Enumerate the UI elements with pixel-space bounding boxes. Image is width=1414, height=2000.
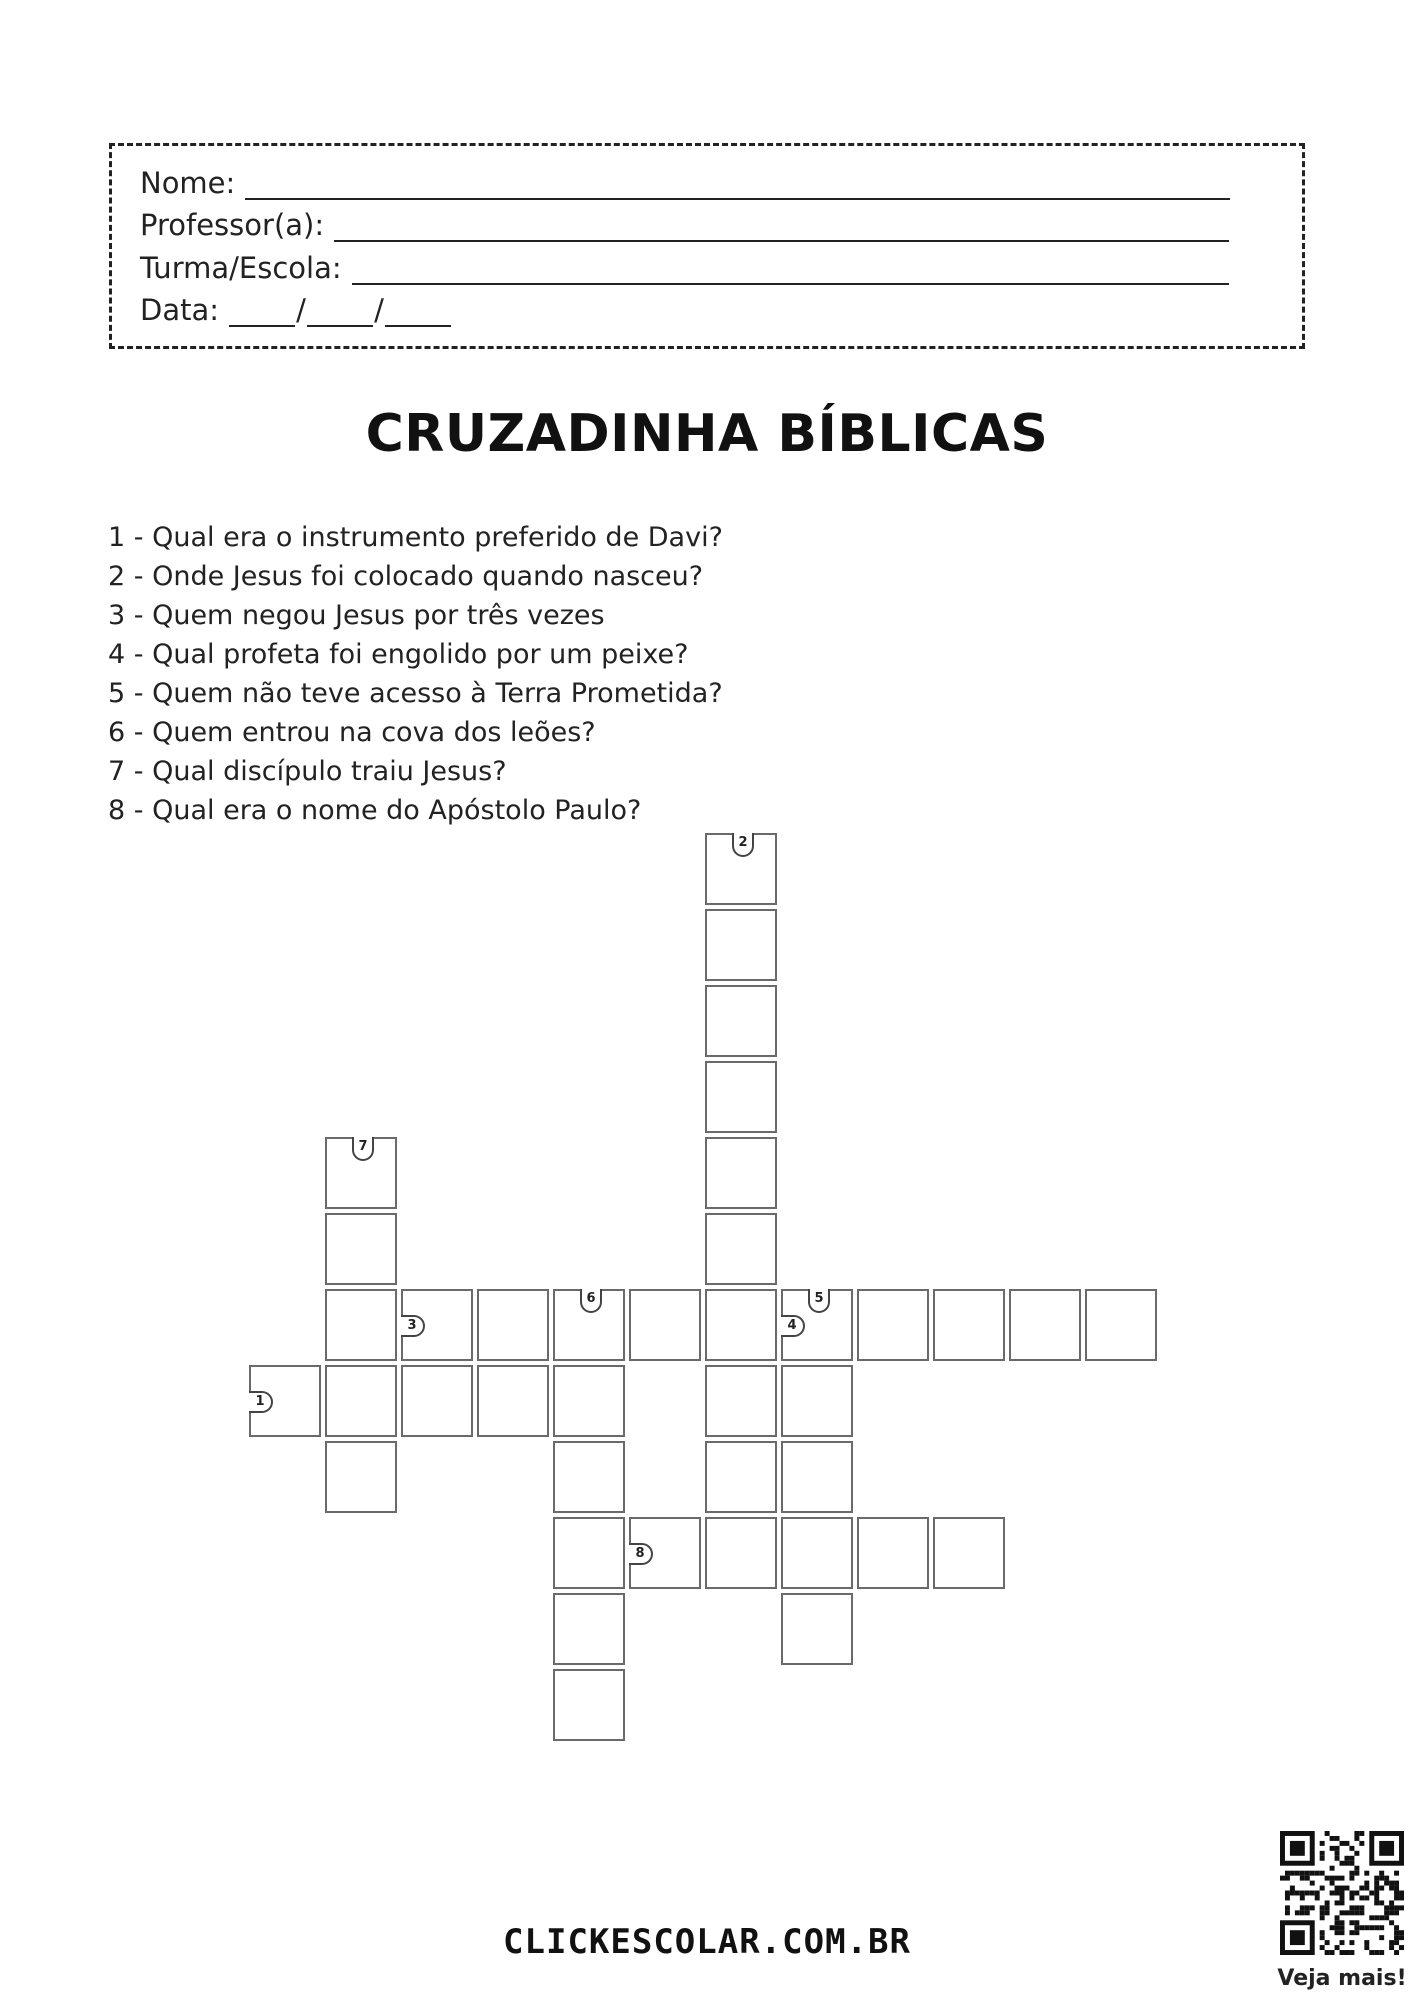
crossword-cell[interactable] <box>477 1289 549 1361</box>
clue-number-badge: 7 <box>352 1137 374 1161</box>
date-day-line[interactable] <box>229 295 295 327</box>
question-item: 8 - Qual era o nome do Apóstolo Paulo? <box>108 795 642 826</box>
name-label: Nome: <box>140 166 236 200</box>
question-list <box>108 518 723 830</box>
clue-number-badge: 1 <box>249 1391 273 1413</box>
crossword-cell[interactable] <box>705 985 777 1057</box>
crossword-cell[interactable] <box>705 1517 777 1589</box>
crossword-cell[interactable] <box>705 909 777 981</box>
crossword-cell[interactable] <box>325 1137 397 1209</box>
crossword-cell[interactable] <box>553 1517 625 1589</box>
question-item: 3 - Quem negou Jesus por três vezes <box>108 600 605 631</box>
date-separator: / <box>296 293 306 327</box>
name-input-line[interactable] <box>245 168 1230 200</box>
crossword-cell[interactable] <box>933 1517 1005 1589</box>
crossword-cell[interactable] <box>325 1365 397 1437</box>
crossword-cell[interactable] <box>781 1289 853 1361</box>
crossword-cell[interactable] <box>705 1213 777 1285</box>
clue-number-badge: 2 <box>732 833 754 857</box>
clue-number-badge: 6 <box>580 1289 602 1313</box>
crossword-cell[interactable] <box>1009 1289 1081 1361</box>
class-input-line[interactable] <box>352 253 1229 285</box>
crossword-cell[interactable] <box>705 833 777 905</box>
qr-caption[interactable]: Veja mais! <box>1277 1966 1407 1991</box>
class-field <box>140 245 1229 285</box>
crossword-cell[interactable] <box>781 1365 853 1437</box>
crossword-cell[interactable] <box>705 1137 777 1209</box>
crossword-cell[interactable] <box>705 1365 777 1437</box>
crossword-cell[interactable] <box>857 1289 929 1361</box>
question-item: 6 - Quem entrou na cova dos leões? <box>108 717 596 748</box>
question-item: 1 - Qual era o instrumento preferido de Davi? <box>108 522 723 553</box>
date-label: Data: <box>140 293 220 327</box>
clue-number-badge: 4 <box>781 1315 805 1337</box>
crossword-cell[interactable] <box>781 1517 853 1589</box>
crossword-cell[interactable] <box>629 1289 701 1361</box>
crossword-cell[interactable] <box>249 1365 321 1437</box>
crossword-cell[interactable] <box>325 1289 397 1361</box>
question-item: 2 - Onde Jesus foi colocado quando nasceu? <box>108 561 704 592</box>
crossword-cell[interactable] <box>705 1289 777 1361</box>
class-label: Turma/Escola: <box>140 251 342 285</box>
crossword-cell[interactable] <box>1085 1289 1157 1361</box>
clue-number-badge: 3 <box>401 1315 425 1337</box>
teacher-field <box>140 202 1229 242</box>
clue-number-badge: 8 <box>629 1543 653 1565</box>
crossword-cell[interactable] <box>629 1517 701 1589</box>
crossword-cell[interactable] <box>705 1061 777 1133</box>
crossword-cell[interactable] <box>781 1441 853 1513</box>
crossword-cell[interactable] <box>553 1289 625 1361</box>
crossword-cell[interactable] <box>401 1289 473 1361</box>
crossword-cell[interactable] <box>401 1365 473 1437</box>
crossword-cell[interactable] <box>857 1517 929 1589</box>
crossword-cell[interactable] <box>705 1441 777 1513</box>
question-item: 4 - Qual profeta foi engolido por um peixe? <box>108 639 689 670</box>
crossword-cell[interactable] <box>553 1365 625 1437</box>
date-field <box>140 287 451 327</box>
date-year-line[interactable] <box>385 295 451 327</box>
page-title: CRUZADINHA BÍBLICAS <box>365 404 1049 464</box>
crossword-cell[interactable] <box>933 1289 1005 1361</box>
date-separator: / <box>374 293 384 327</box>
crossword-cell[interactable] <box>553 1441 625 1513</box>
question-item: 5 - Quem não teve acesso à Terra Prometida? <box>108 678 723 709</box>
crossword-cell[interactable] <box>325 1213 397 1285</box>
crossword-cell[interactable] <box>553 1593 625 1665</box>
qr-code-icon[interactable] <box>1280 1831 1404 1955</box>
clue-number-badge: 5 <box>808 1289 830 1313</box>
teacher-label: Professor(a): <box>140 208 325 242</box>
crossword-cell[interactable] <box>325 1441 397 1513</box>
name-field <box>140 160 1230 200</box>
teacher-input-line[interactable] <box>334 210 1229 242</box>
date-month-line[interactable] <box>307 295 373 327</box>
crossword-cell[interactable] <box>781 1593 853 1665</box>
question-item: 7 - Qual discípulo traiu Jesus? <box>108 756 507 787</box>
footer-site-name: CLICKESCOLAR.COM.BR <box>503 1922 911 1962</box>
crossword-cell[interactable] <box>553 1669 625 1741</box>
crossword-cell[interactable] <box>477 1365 549 1437</box>
